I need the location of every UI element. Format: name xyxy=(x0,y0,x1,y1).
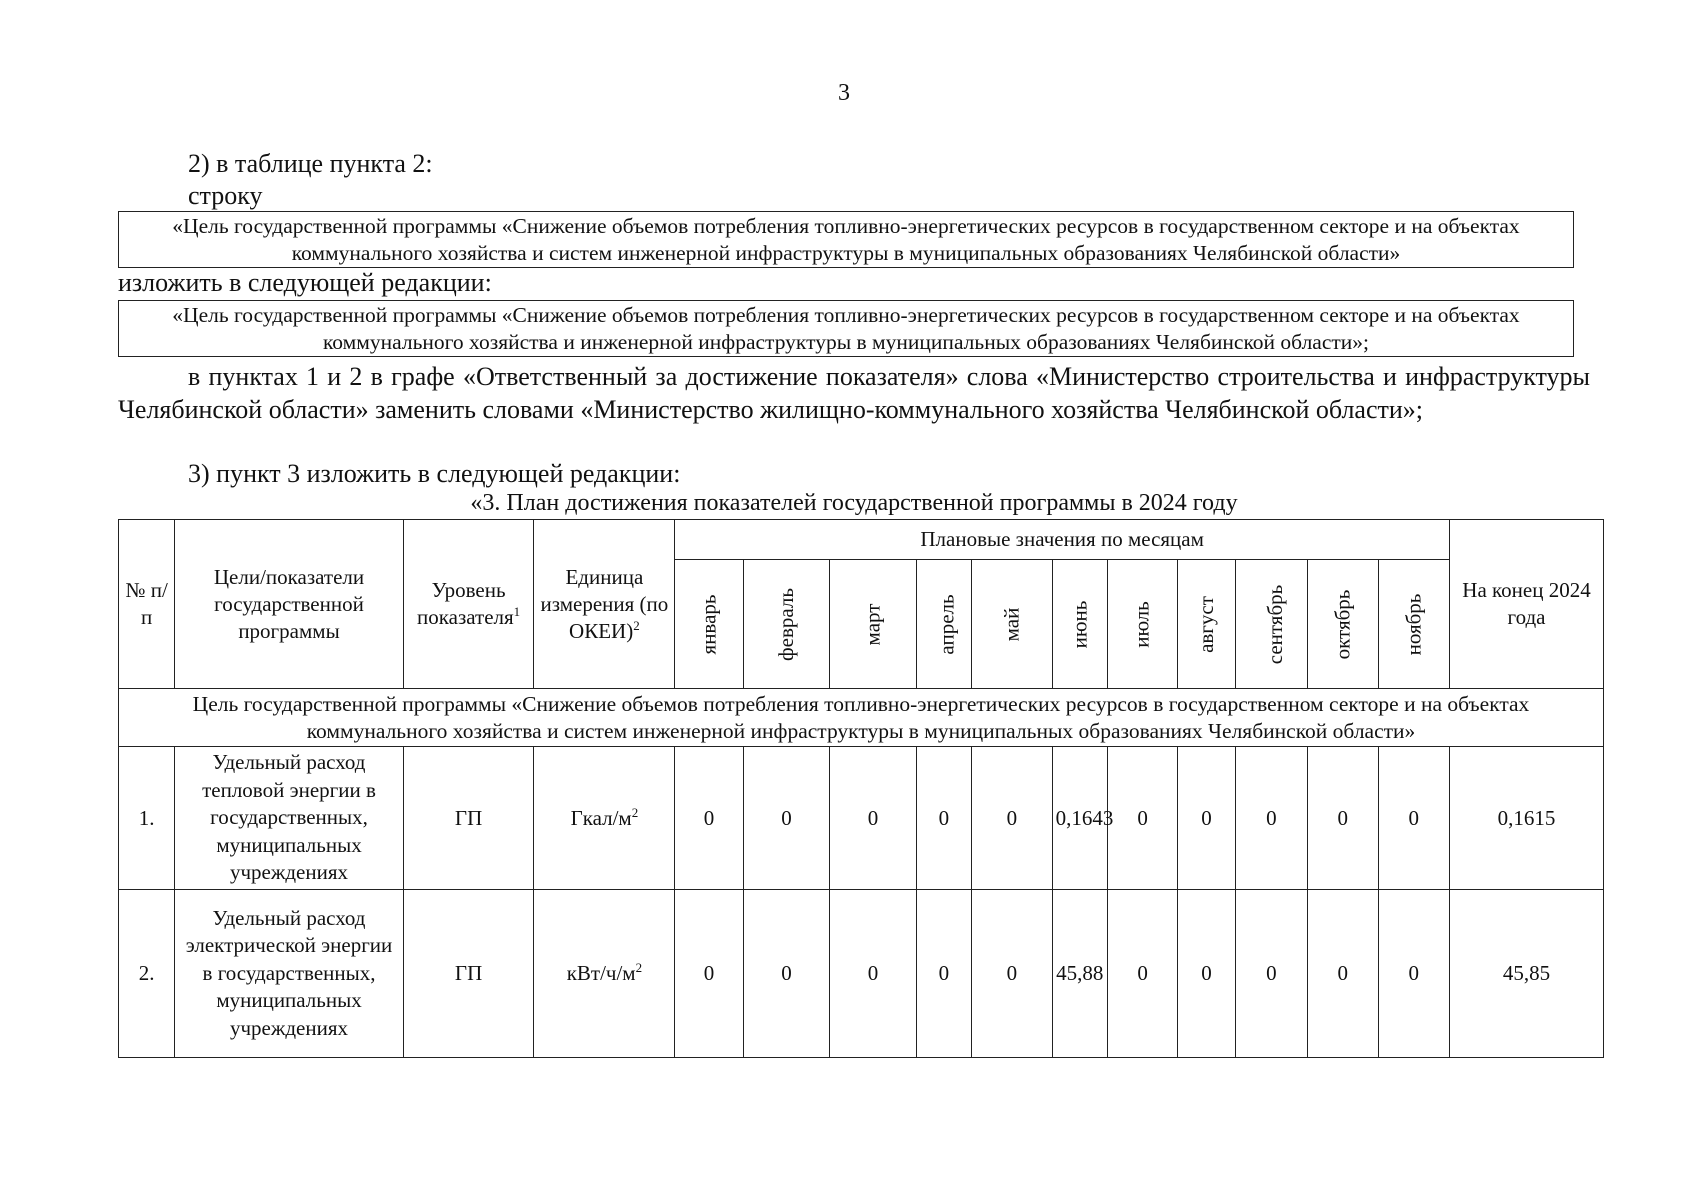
month-value: 0 xyxy=(1178,747,1235,890)
month-header: январь xyxy=(675,560,743,689)
indicator-name: Удельный расход электрической энергии в государственных, муниципальных учреждениях xyxy=(175,890,403,1058)
old-row-box: «Цель государственной программы «Снижение объемов потребления топливно-энергетических ресурсов в государственном секторе и на объектах коммунального хозяйства и систем инженерной инфраструктуры в муниципальных образованиях Челябинской области» xyxy=(118,211,1574,268)
month-header: сентябрь xyxy=(1235,560,1307,689)
month-header: май xyxy=(972,560,1052,689)
month-header: февраль xyxy=(743,560,830,689)
month-value: 0 xyxy=(1378,747,1449,890)
month-header: июль xyxy=(1107,560,1177,689)
item-3: 3) пункт 3 изложить в следующей редакции: xyxy=(188,459,681,488)
header-unit: Единица измерения (по ОКЕИ)$^2$ xyxy=(534,520,675,689)
table-row xyxy=(119,890,1604,1058)
row-number: 2. xyxy=(119,890,175,1058)
month-value: 0 xyxy=(916,747,971,890)
end-value: 45,85 xyxy=(1449,890,1603,1058)
month-value: 0 xyxy=(1107,747,1177,890)
indicator-level: ГП xyxy=(403,890,534,1058)
table-row xyxy=(119,747,1604,890)
month-header: апрель xyxy=(916,560,971,689)
month-header: июнь xyxy=(1052,560,1107,689)
month-value: 0 xyxy=(972,890,1052,1058)
intro-item: 2) в таблице пункта 2: xyxy=(188,149,433,178)
header-goal: Цели/показатели государственной программы xyxy=(175,520,403,689)
new-row-box: «Цель государственной программы «Снижение объемов потребления топливно-энергетических ресурсов в государственном секторе и на объектах коммунального хозяйства и инженерной инфраструктуры в муниципальных образованиях Челябинской области»; xyxy=(118,300,1574,357)
header-months-group: Плановые значения по месяцам xyxy=(675,520,1450,560)
amend-paragraph: в пунктах 1 и 2 в графе «Ответственный за достижение показателя» слова «Министерство строительства и инфраструктуры Челябинской области» заменить словами «Министерство жилищно-коммунального хозяйства Челябинской области»; xyxy=(118,362,1590,424)
page-number: 3 xyxy=(838,80,850,106)
month-value: 0 xyxy=(972,747,1052,890)
month-value: 0 xyxy=(1235,747,1307,890)
month-value: 0 xyxy=(916,890,971,1058)
table-caption: «3. План достижения показателей государственной программы в 2024 году xyxy=(470,490,1238,516)
month-value: 0 xyxy=(1378,890,1449,1058)
month-header: август xyxy=(1178,560,1235,689)
month-value: 0 xyxy=(1235,890,1307,1058)
end-value: 0,1615 xyxy=(1449,747,1603,890)
month-value: 0 xyxy=(1107,890,1177,1058)
goal-row: Цель государственной программы «Снижение объемов потребления топливно-энергетических ресурсов в государственном секторе и на объектах коммунального хозяйства и систем инженерной инфраструктуры в муниципальных образованиях Челябинской области» xyxy=(119,689,1604,747)
month-header: март xyxy=(830,560,917,689)
month-value: 45,88 xyxy=(1052,890,1107,1058)
indicator-level: ГП xyxy=(403,747,534,890)
month-value: 0 xyxy=(830,890,917,1058)
month-value: 0 xyxy=(743,747,830,890)
replace-phrase: изложить в следующей редакции: xyxy=(118,268,492,297)
header-end: На конец 2024 года xyxy=(1449,520,1603,689)
month-value: 0 xyxy=(830,747,917,890)
month-value: 0 xyxy=(675,747,743,890)
plan-table xyxy=(118,519,1604,1058)
header-level: Уровень показателя$^1$ xyxy=(403,520,534,689)
month-header: октябрь xyxy=(1308,560,1378,689)
header-num: № п/п xyxy=(119,520,175,689)
month-header: ноябрь xyxy=(1378,560,1449,689)
month-value: 0 xyxy=(1308,890,1378,1058)
indicator-unit: кВт/$ч/м^2$ xyxy=(534,890,675,1058)
row-number: 1. xyxy=(119,747,175,890)
month-value: 0 xyxy=(1308,747,1378,890)
month-value: 0 xyxy=(675,890,743,1058)
month-value: 0 xyxy=(743,890,830,1058)
month-value: 0 xyxy=(1178,890,1235,1058)
intro-row-label: строку xyxy=(188,181,263,210)
indicator-name: Удельный расход тепловой энергии в государственных, муниципальных учреждениях xyxy=(175,747,403,890)
indicator-unit: Гкал/$м^2$ xyxy=(534,747,675,890)
month-value: 0,1643 xyxy=(1052,747,1107,890)
